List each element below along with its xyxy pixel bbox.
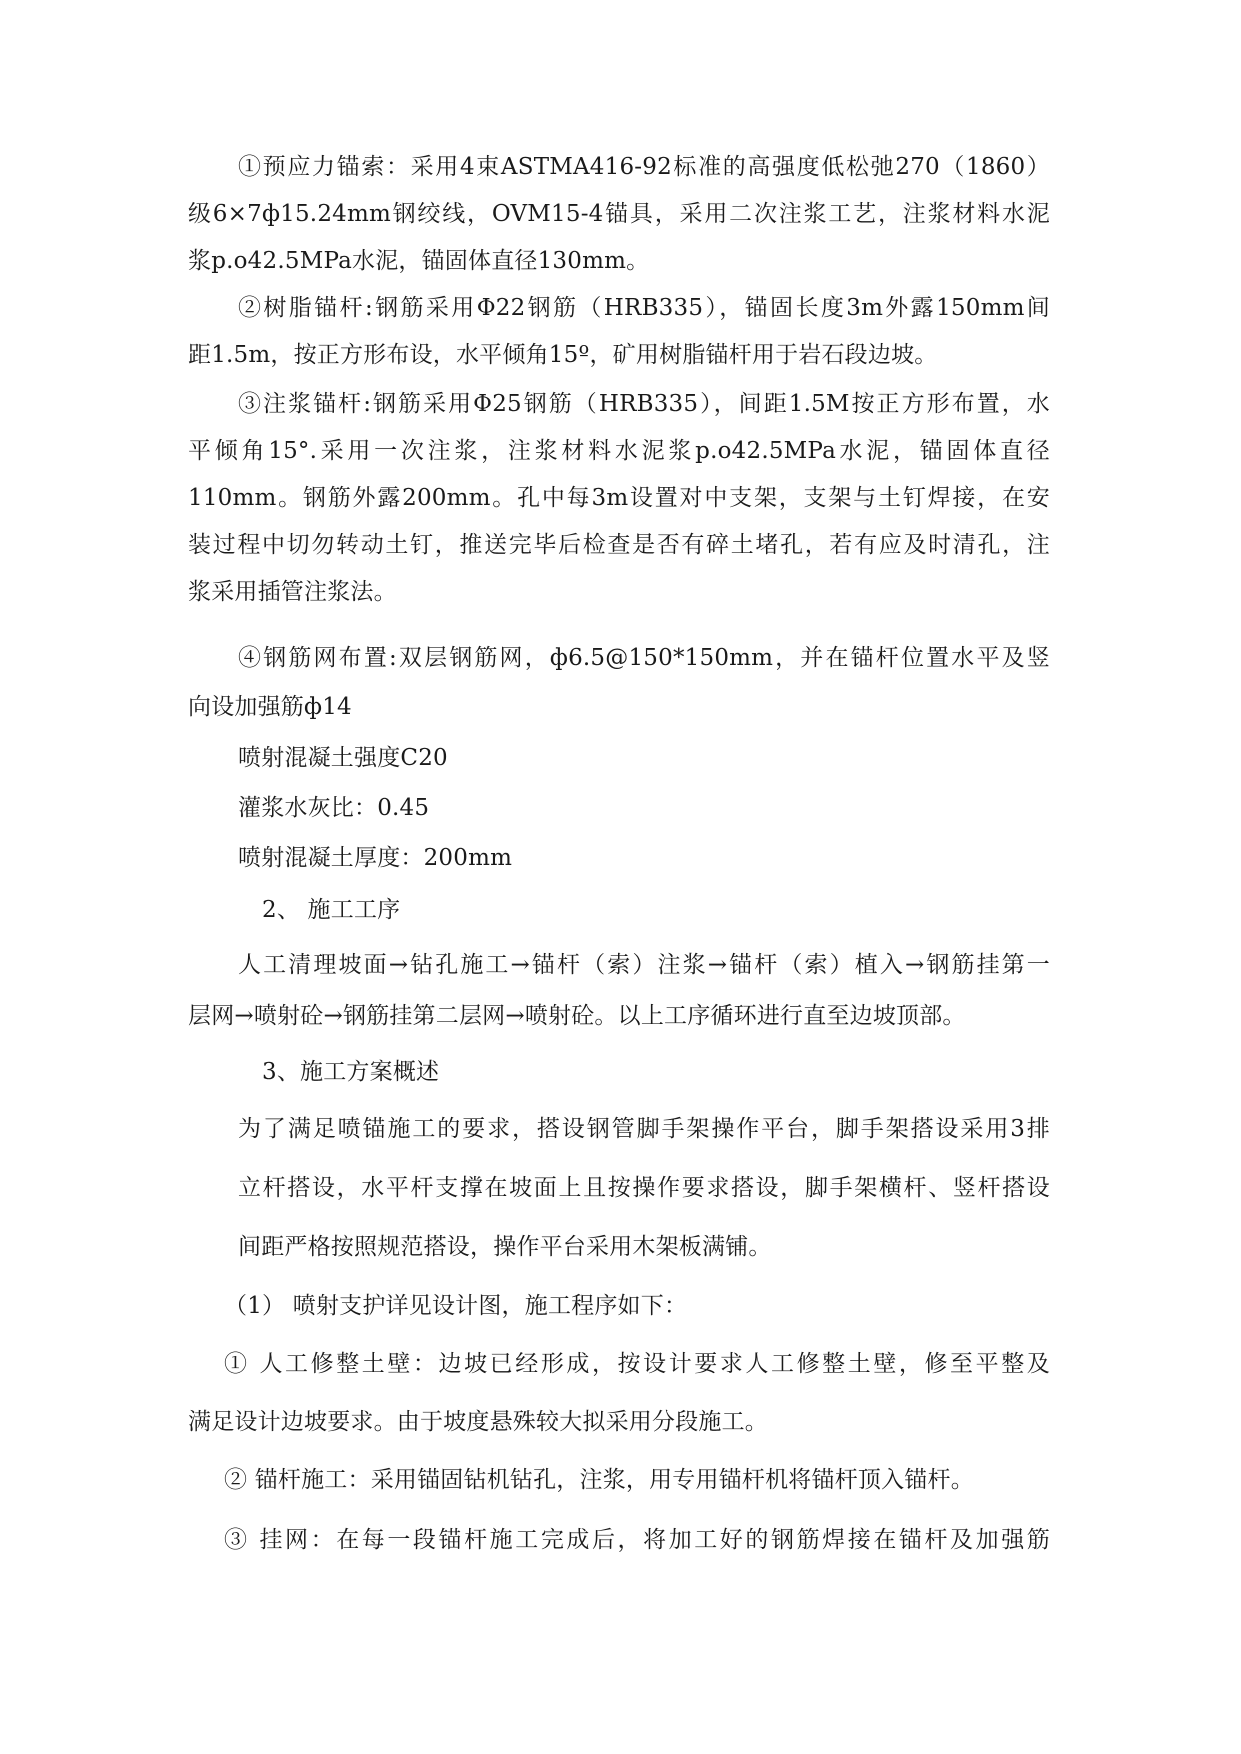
paragraph-line: ③ 挂网：在每一段锚杆施工完成后，将加工好的钢筋焊接在锚杆及加强筋 — [224, 1527, 1050, 1553]
paragraph-line: 浆采用插管注浆法。 — [188, 579, 397, 605]
paragraph-line: ② 锚杆施工：采用锚固钻机钻孔，注浆，用专用锚杆机将锚杆顶入锚杆。 — [224, 1467, 974, 1493]
paragraph-line: 满足设计边坡要求。由于坡度悬殊较大拟采用分段施工。 — [188, 1409, 768, 1435]
section-heading: 2、 施工工序 — [262, 897, 401, 923]
paragraph-line: 为了满足喷锚施工的要求，搭设钢管脚手架操作平台，脚手架搭设采用3排 — [238, 1116, 1050, 1142]
paragraph-line: 浆p.o42.5MPa水泥，锚固体直径130mm。 — [188, 248, 650, 274]
paragraph-line: 装过程中切勿转动土钉，推送完毕后检查是否有碎土堵孔，若有应及时清孔，注 — [188, 532, 1050, 558]
paragraph-line: 向设加强筋ф14 — [188, 694, 352, 720]
section-heading: 3、施工方案概述 — [262, 1059, 440, 1085]
paragraph-line: ②树脂锚杆:钢筋采用Φ22钢筋（HRB335），锚固长度3m外露150mm间 — [238, 295, 1050, 321]
paragraph-line: 层网→喷射砼→钢筋挂第二层网→喷射砼。以上工序循环进行直至边坡顶部。 — [188, 1003, 966, 1029]
paragraph-line: 距1.5m，按正方形布设，水平倾角15º，矿用树脂锚杆用于岩石段边坡。 — [188, 342, 938, 368]
paragraph-line: 立杆搭设，水平杆支撑在坡面上且按操作要求搭设，脚手架横杆、竖杆搭设 — [238, 1175, 1050, 1201]
paragraph-line: 喷射混凝土厚度：200mm — [238, 845, 513, 871]
paragraph-line: ①预应力锚索：采用4束ASTMA416-92标准的高强度低松弛270（1860） — [238, 154, 1050, 180]
paragraph-line: 110mm。钢筋外露200mm。孔中每3m设置对中支架，支架与土钉焊接，在安 — [188, 485, 1050, 511]
paragraph-line: ① 人工修整土壁：边坡已经形成，按设计要求人工修整土壁，修至平整及 — [224, 1351, 1050, 1377]
paragraph-line: ④钢筋网布置:双层钢筋网，ф6.5@150*150mm，并在锚杆位置水平及竖 — [238, 645, 1050, 671]
paragraph-line: 灌浆水灰比：0.45 — [238, 795, 430, 821]
paragraph-line: 级6×7ф15.24mm钢绞线，OVM15-4锚具，采用二次注浆工艺，注浆材料水泥 — [188, 201, 1050, 227]
paragraph-line: 间距严格按照规范搭设，操作平台采用木架板满铺。 — [238, 1234, 772, 1260]
subsection-heading: （1） 喷射支护详见设计图，施工程序如下： — [224, 1293, 688, 1319]
paragraph-line: 喷射混凝土强度C20 — [238, 745, 448, 771]
paragraph-line: ③注浆锚杆:钢筋采用Φ25钢筋（HRB335），间距1.5M按正方形布置，水 — [238, 391, 1050, 417]
paragraph-line: 平倾角15°.采用一次注浆，注浆材料水泥浆p.o42.5MPa水泥，锚固体直径 — [188, 438, 1050, 464]
paragraph-line: 人工清理坡面→钻孔施工→锚杆（索）注浆→锚杆（索）植入→钢筋挂第一 — [238, 952, 1050, 978]
